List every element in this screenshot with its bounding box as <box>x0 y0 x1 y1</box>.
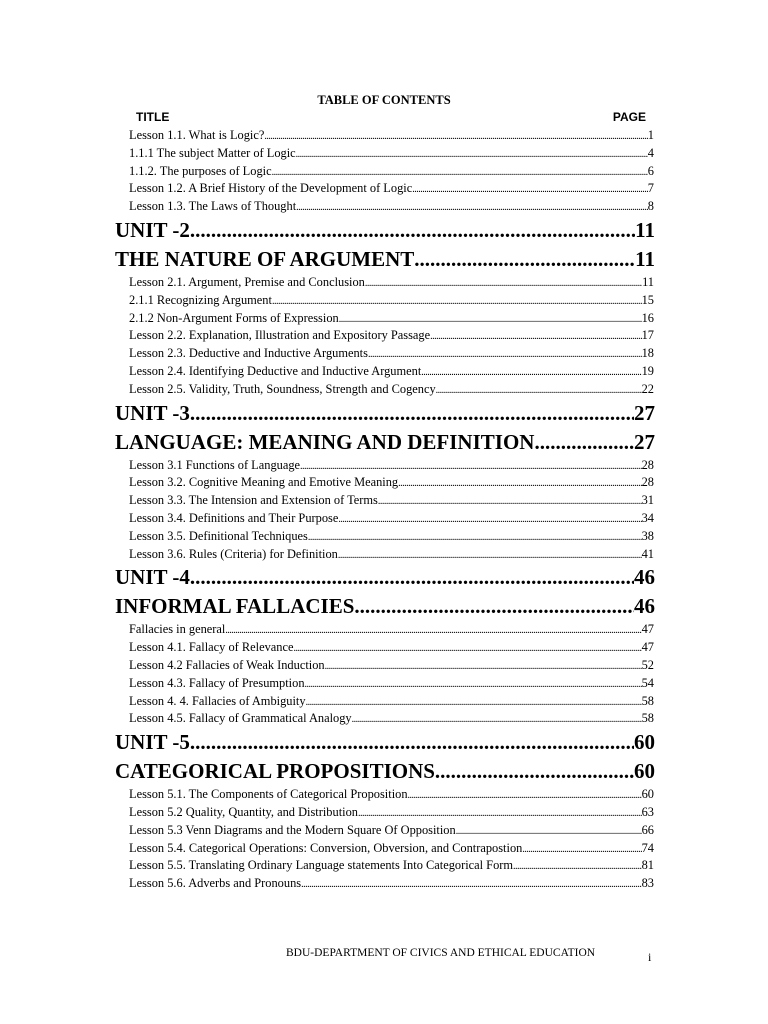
dot-leader <box>339 311 642 328</box>
toc-entry <box>129 840 654 858</box>
toc-entry-title: Lesson 5.6. Adverbs and Pronouns <box>129 876 302 891</box>
toc-entry-title: Lesson 5.4. Categorical Operations: Conversion, Obversion, and Contrapostion <box>129 840 523 855</box>
toc-entry-title: Fallacies in general <box>129 622 226 637</box>
dot-leader <box>272 293 642 310</box>
dot-leader <box>408 787 642 804</box>
toc-entry-title: Lesson 3.4. Definitions and Their Purpose <box>129 510 339 525</box>
toc-entry-title: LANGUAGE: MEANING AND DEFINITION <box>115 429 535 454</box>
toc-entry-title: 1.1.1 The subject Matter of Logic <box>129 145 296 160</box>
dot-leader <box>225 622 641 639</box>
toc-entry-page: 47 <box>641 640 654 655</box>
toc-entry-page: 83 <box>641 876 654 891</box>
toc-entry-page: 81 <box>641 858 654 873</box>
toc-unit-heading <box>115 563 655 592</box>
toc-entry-title: Lesson 4.2 Fallacies of Weak Induction <box>129 657 325 672</box>
toc-unit-heading <box>115 428 655 457</box>
toc-entry-title: 1.1.2. The purposes of Logic <box>129 163 272 178</box>
toc-entry <box>129 693 654 711</box>
dot-leader <box>513 858 642 875</box>
column-title-label: TITLE <box>136 110 170 124</box>
toc-entry-title: UNIT -3 <box>115 400 190 425</box>
dot-leader <box>190 563 634 592</box>
toc-entry <box>129 510 654 528</box>
toc-entry <box>129 345 654 363</box>
toc-entry-title: Lesson 3.6. Rules (Criteria) for Definition <box>129 546 338 561</box>
dot-leader <box>358 805 642 822</box>
toc-entry-page: 28 <box>641 457 654 472</box>
toc-entry-page: 11 <box>642 274 654 289</box>
dot-leader <box>296 146 648 163</box>
toc-entry-title: Lesson 2.1. Argument, Premise and Conclusion <box>129 274 365 289</box>
toc-entry-page: 60 <box>641 787 654 802</box>
toc-entry <box>129 675 654 693</box>
toc-unit-heading <box>115 399 655 428</box>
toc-entry-page: 58 <box>641 693 654 708</box>
dot-leader <box>421 364 641 381</box>
dot-leader <box>398 475 642 492</box>
toc-entry-page: 74 <box>641 840 654 855</box>
toc-entry-page: 8 <box>647 199 654 214</box>
footer-page-number: i <box>648 950 652 964</box>
toc-entry-page: 31 <box>641 493 654 508</box>
toc-entry-page: 16 <box>641 310 654 325</box>
dot-leader <box>365 275 642 292</box>
toc-entry <box>129 546 654 564</box>
dot-leader <box>325 658 642 675</box>
toc-entry-page: 60 <box>634 730 655 755</box>
toc-entry <box>129 180 654 198</box>
toc-entry <box>129 457 654 475</box>
toc-entry <box>129 657 654 675</box>
toc-entry <box>129 875 654 893</box>
dot-leader <box>354 592 634 621</box>
toc-entry <box>129 492 654 510</box>
toc-entry-title: Lesson 2.4. Identifying Deductive and Inductive Argument <box>129 363 422 378</box>
toc-entry <box>129 163 654 181</box>
toc-entry-title: Lesson 3.1 Functions of Language <box>129 457 301 472</box>
toc-entry <box>129 474 654 492</box>
dot-leader <box>352 711 642 728</box>
toc-unit-heading <box>115 245 655 274</box>
toc-entry <box>129 292 654 310</box>
toc-entry-page: 66 <box>641 822 654 837</box>
toc-entry <box>129 639 654 657</box>
toc-entry-title: Lesson 3.2. Cognitive Meaning and Emotive Meaning <box>129 475 399 490</box>
toc-entry-page: 11 <box>635 246 655 271</box>
toc-entry-page: 18 <box>641 346 654 361</box>
toc-entry-page: 19 <box>641 363 654 378</box>
toc-entry-title: Lesson 4.5. Fallacy of Grammatical Analogy <box>129 711 352 726</box>
toc-entry-title: Lesson 4.1. Fallacy of Relevance <box>129 640 294 655</box>
toc-entry-title: Lesson 1.3. The Laws of Thought <box>129 199 297 214</box>
toc-entry-page: 15 <box>641 292 654 307</box>
toc-entry <box>129 381 654 399</box>
dot-leader <box>338 547 642 564</box>
dot-leader <box>272 164 648 181</box>
toc-entry <box>129 145 654 163</box>
toc-entry <box>129 710 654 728</box>
dot-leader <box>435 757 634 786</box>
dot-leader <box>305 676 642 693</box>
toc-entry <box>129 274 654 292</box>
dot-leader <box>338 511 641 528</box>
toc-entry-page: 60 <box>634 759 655 784</box>
dot-leader <box>522 841 641 858</box>
toc-entry-title: Lesson 1.2. A Brief History of the Development of Logic <box>129 181 413 196</box>
dot-leader <box>456 823 642 840</box>
toc-entry-page: 17 <box>641 328 654 343</box>
toc-list <box>0 127 768 893</box>
footer-department: BDU-DEPARTMENT OF CIVICS AND ETHICAL EDUCATION <box>286 947 596 959</box>
toc-entry <box>129 363 654 381</box>
toc-entry-title: Lesson 5.1. The Components of Categorical Proposition <box>129 787 408 802</box>
toc-entry-title: Lesson 2.2. Explanation, Illustration and Expository Passage <box>129 328 431 343</box>
toc-entry <box>129 327 654 345</box>
toc-unit-heading <box>115 728 655 757</box>
toc-entry-page: 4 <box>647 145 654 160</box>
toc-entry <box>129 822 654 840</box>
toc-entry <box>129 127 654 145</box>
toc-entry-page: 38 <box>641 528 654 543</box>
toc-entry-title: INFORMAL FALLACIES <box>115 594 355 619</box>
toc-unit-heading <box>115 216 655 245</box>
dot-leader <box>534 428 634 457</box>
toc-entry-page: 7 <box>647 181 654 196</box>
dot-leader <box>301 876 642 893</box>
toc-entry-title: CATEGORICAL PROPOSITIONS <box>115 759 435 784</box>
dot-leader <box>296 199 648 216</box>
toc-entry-title: Lesson 5.2 Quality, Quantity, and Distribution <box>129 804 358 819</box>
dot-leader <box>308 529 642 546</box>
toc-entry-title: Lesson 4.3. Fallacy of Presumption <box>129 675 305 690</box>
toc-entry-title: Lesson 3.3. The Intension and Extension of Terms <box>129 493 378 508</box>
dot-leader <box>190 216 635 245</box>
toc-entry-page: 46 <box>634 565 655 590</box>
toc-entry-page: 34 <box>641 510 654 525</box>
toc-entry-page: 63 <box>641 804 654 819</box>
toc-entry-title: Lesson 4. 4. Fallacies of Ambiguity <box>129 693 306 708</box>
toc-entry <box>129 786 654 804</box>
toc-entry <box>129 310 654 328</box>
dot-leader <box>414 245 635 274</box>
toc-entry-title: 2.1.2 Non-Argument Forms of Expression <box>129 310 339 325</box>
toc-entry-title: Lesson 3.5. Definitional Techniques <box>129 528 308 543</box>
toc-entry-title: 2.1.1 Recognizing Argument <box>129 292 272 307</box>
toc-entry-title: UNIT -5 <box>115 730 190 755</box>
toc-entry-page: 54 <box>641 675 654 690</box>
toc-entry-title: THE NATURE OF ARGUMENT <box>115 246 415 271</box>
toc-entry-title: Lesson 1.1. What is Logic? <box>129 128 265 142</box>
toc-heading: TABLE OF CONTENTS <box>317 93 451 107</box>
toc-entry <box>129 198 654 216</box>
dot-leader <box>430 328 641 345</box>
toc-entry-title: UNIT -4 <box>115 565 190 590</box>
toc-entry-page: 1 <box>647 128 654 142</box>
toc-entry-page: 27 <box>634 400 655 425</box>
toc-entry-page: 52 <box>641 657 654 672</box>
toc-entry-page: 41 <box>641 546 654 561</box>
toc-entry-page: 6 <box>647 163 654 178</box>
dot-leader <box>190 728 634 757</box>
toc-entry <box>129 528 654 546</box>
toc-entry-title: Lesson 2.5. Validity, Truth, Soundness, Strength and Cogency <box>129 381 436 396</box>
toc-entry <box>129 621 654 639</box>
toc-entry <box>129 804 654 822</box>
toc-entry-title: UNIT -2 <box>115 217 190 242</box>
toc-unit-heading <box>115 757 655 786</box>
toc-entry-title: Lesson 5.3 Venn Diagrams and the Modern Square Of Opposition <box>129 822 456 837</box>
column-page-label: PAGE <box>612 110 646 124</box>
toc-entry <box>129 857 654 875</box>
dot-leader <box>293 640 641 657</box>
dot-leader <box>300 458 642 475</box>
toc-entry-page: 46 <box>634 594 655 619</box>
toc-entry-page: 28 <box>641 475 654 490</box>
dot-leader <box>412 181 648 198</box>
toc-entry-title: Lesson 2.3. Deductive and Inductive Arguments <box>129 346 368 361</box>
dot-leader <box>378 493 642 510</box>
toc-unit-heading <box>115 592 655 621</box>
dot-leader <box>368 346 642 363</box>
toc-entry-page: 22 <box>641 381 654 396</box>
dot-leader <box>190 399 634 428</box>
toc-entry-page: 58 <box>641 711 654 726</box>
dot-leader <box>436 382 642 399</box>
dot-leader <box>264 128 647 145</box>
dot-leader <box>306 694 642 711</box>
toc-entry-page: 11 <box>635 217 655 242</box>
toc-entry-page: 27 <box>634 429 655 454</box>
toc-entry-page: 47 <box>641 622 654 637</box>
toc-entry-title: Lesson 5.5. Translating Ordinary Language statements Into Categorical Form <box>129 858 514 873</box>
